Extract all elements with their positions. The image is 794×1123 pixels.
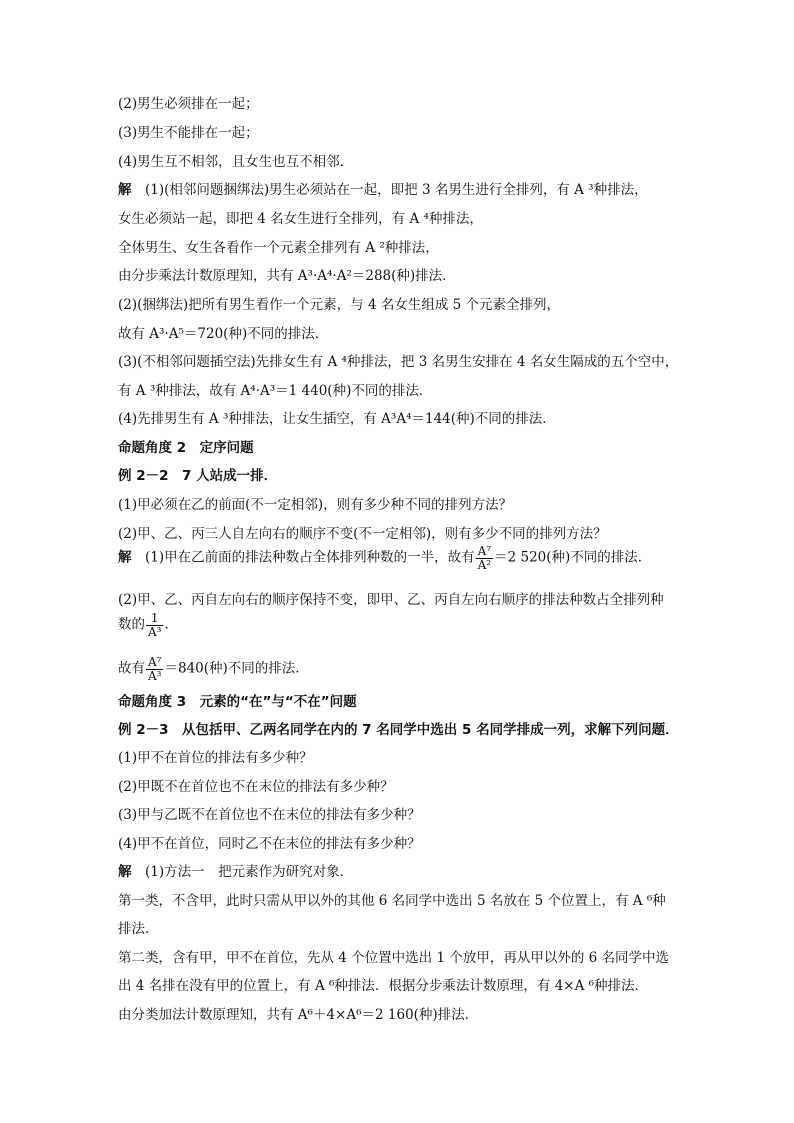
text-span: 故有 [118,660,145,677]
text-span: (2)(捆绑法)把所有男生看作一个元素，与 4 名女生组成 5 个元素全排列， [118,297,560,313]
fraction-numerator: 1 [146,612,163,626]
section-heading [118,694,357,710]
text-span: 第一类，不含甲，此时只需从甲以外的其他 6 名同学中选出 5 名放在 5 个位置上，有 A ⁶种 [118,893,666,909]
text-span: 全体男生、女生各看作一个元素全排列有 A ²种排法， [118,240,439,256]
text-line [118,950,669,966]
text-line [118,240,439,256]
text-span: 命题角度 3 元素的“在”与“不在”问题 [118,694,357,710]
text-span: (4)甲不在首位，同时乙不在末位的排法有多少种？ [118,836,421,852]
text-span: (1)甲不在首位的排法有多少种？ [118,750,313,766]
section-heading [118,440,254,456]
text-line [118,497,512,513]
text-span: 由分类加法计数原理知，共有 A⁶＋4×A⁶＝2 160(种)排法． [118,1007,479,1023]
text-span: 排法． [118,921,159,937]
text-line [118,893,666,909]
text-line [118,656,309,682]
fraction [146,612,163,638]
text-line [118,154,353,170]
text-span: 出 4 名排在没有甲的位置上，有 A ⁶种排法．根据分步乘法计数原理，有 4×A ⁶种排法． [118,978,649,994]
text-span: 有 A ³种排法，故有 A⁴·A³＝1 440(种)不同的排法． [118,383,433,399]
solution-line [118,864,353,880]
text-line [118,836,421,852]
solution-label: 解 [118,182,132,198]
solution-label: 解 [118,864,132,880]
text-span: (1)甲必须在乙的前面(不一定相邻)，则有多少种不同的排列方法？ [118,497,513,513]
text-line [118,750,313,766]
text-line [118,211,483,227]
text-span: (1)甲在乙前面的排法种数占全体排列种数的一半，故有 [145,549,475,566]
text-line [118,921,159,937]
text-span: (1)方法一 把元素作为研究对象． [145,864,354,880]
text-line [118,354,678,370]
solution-line [118,182,648,198]
text-span: 命题角度 2 定序问题 [118,440,254,456]
fraction-denominator: A² [477,557,492,572]
text-span: 例 2－2 7 人站成一排． [118,468,278,484]
text-line [118,612,169,638]
text-line [118,125,259,141]
text-line [118,326,328,342]
text-span: ＝840(种)不同的排法． [164,660,309,677]
text-span: 女生必须站一起，即把 4 名女生进行全排列，有 A ⁴种排法， [118,211,483,227]
text-span: (2)男生必须排在一起； [118,96,259,112]
text-line [118,807,421,823]
text-line [118,96,259,112]
text-span: ＝2 520(种)不同的排法． [494,549,652,566]
text-line [118,268,456,284]
text-span: (2)甲、乙、丙自左向右的顺序保持不变，即甲、乙、丙自左向右顺序的排法种数占全排列种 [118,592,664,608]
text-span: (2)甲既不在首位也不在末位的排法有多少种？ [118,779,394,795]
text-line [118,526,607,542]
text-span: (3)甲与乙既不在首位也不在末位的排法有多少种？ [118,807,421,823]
text-span: 由分步乘法计数原理知，共有 A³·A⁴·A²＝288(种)排法． [118,268,456,284]
text-line [118,1007,478,1023]
text-span: 故有 A³·A⁵＝720(种)不同的排法． [118,326,329,342]
fraction [476,545,493,571]
fraction-denominator: A³ [148,624,162,639]
fraction [146,656,163,682]
text-span: (4)先排男生有 A ³种排法，让女生插空，有 A³A⁴＝144(种)不同的排法． [118,411,556,427]
text-span: 例 2－3 从包括甲、乙两名同学在内的 7 名同学中选出 5 名同学排成一列，求解下列问题． [118,722,679,738]
solution-label: 解 [118,549,132,566]
text-span: 数的 [118,616,145,633]
text-line [118,592,664,608]
text-span: (2)甲、乙、丙三人自左向右的顺序不变(不一定相邻)，则有多少不同的排列方法？ [118,526,607,542]
text-line [118,297,560,313]
fraction-numerator: A⁷ [148,655,162,669]
example-heading [118,468,277,484]
text-span: (3)男生不能排在一起； [118,125,259,141]
text-line [118,383,432,399]
fraction-denominator: A³ [148,668,162,683]
text-span: (3)(不相邻问题插空法)先排女生有 A ⁴种排法，把 3 名男生安排在 4 名女生隔成的五个空中， [118,354,679,370]
solution-line [118,545,651,571]
text-span: (4)男生互不相邻，且女生也互不相邻． [118,154,354,170]
text-line [118,411,556,427]
text-span: . [164,616,169,633]
fraction-numerator: A⁷ [477,544,492,558]
text-span: 第二类，含有甲，甲不在首位，先从 4 个位置中选出 1 个放甲，再从甲以外的 6 名同学中选 [118,950,670,966]
example-heading [118,722,679,738]
text-line [118,779,394,795]
text-line [118,978,648,994]
text-span: (1)(相邻问题捆绑法)男生必须站在一起，即把 3 名男生进行全排列，有 A ³种排法， [145,182,648,198]
